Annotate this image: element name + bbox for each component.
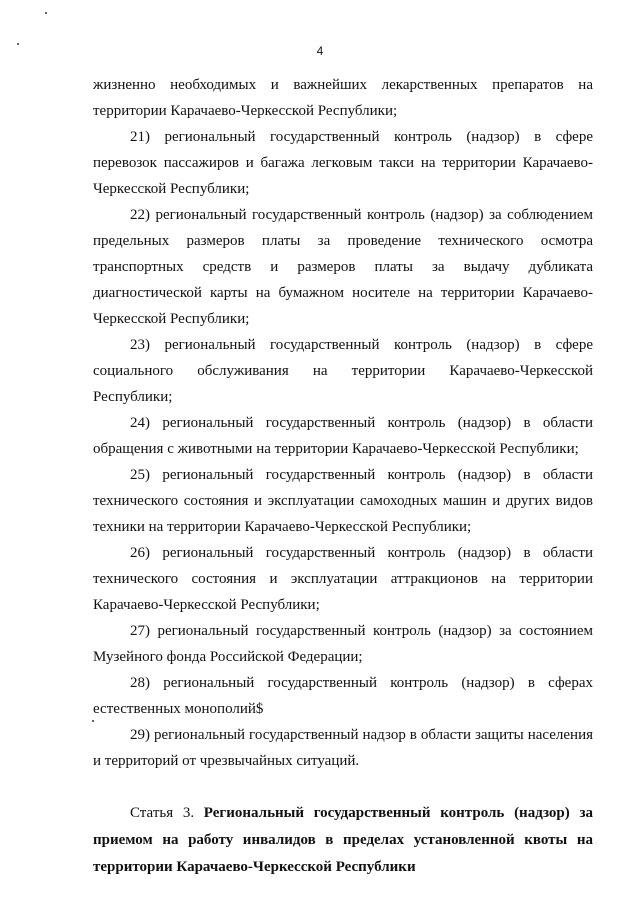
list-item-22: 22) региональный государственный контроль (надзор) за соблюдением предельных размеров платы за проведение технического осмотра транспортных средств и размеров платы за выдачу дубликата диагностической карты на бумажном носителе на территории Карачаево-Черкесской Республики; [93,207,593,327]
list-item-28: 28) региональный государственный контроль (надзор) в сферах естественных монополий$ [93,675,593,717]
list-item-25: 25) региональный государственный контроль (надзор) в области технического состояния и эксплуатации самоходных машин и других видов техники на территории Карачаево-Черкесской Республики; [93,467,593,535]
list-item-29: 29) региональный государственный надзор в области защиты населения и территорий от чрезвычайных ситуаций. [93,727,593,769]
paragraph-continuation: жизненно необходимых и важнейших лекарственных препаратов на территории Карачаево-Черкесской Республики; [93,77,593,119]
article-title: Региональный государственный контроль (надзор) за приемом на работу инвалидов в пределах установленной квоты на территории Карачаево-Черкесской Республики [93,805,593,875]
scan-speck [45,12,47,14]
list-item-24: 24) региональный государственный контроль (надзор) в области обращения с животными на территории Карачаево-Черкесской Республики; [93,415,593,457]
page-number: 4 [316,44,324,58]
list-item-23: 23) региональный государственный контроль (надзор) в сфере социального обслуживания на территории Карачаево-Черкесской Республики; [93,337,593,405]
article-number: Статья 3. [130,805,195,821]
list-item-26: 26) региональный государственный контроль (надзор) в области технического состояния и эксплуатации аттракционов на территории Карачаево-Черкесской Республики; [93,545,593,613]
article-3-heading [93,800,593,881]
document-body [93,72,593,896]
list-item-21: 21) региональный государственный контроль (надзор) в сфере перевозок пассажиров и багажа легковым такси на территории Карачаево-Черкесской Республики; [93,129,593,197]
list-item-27: 27) региональный государственный контроль (надзор) за состоянием Музейного фонда Российской Федерации; [93,623,593,665]
